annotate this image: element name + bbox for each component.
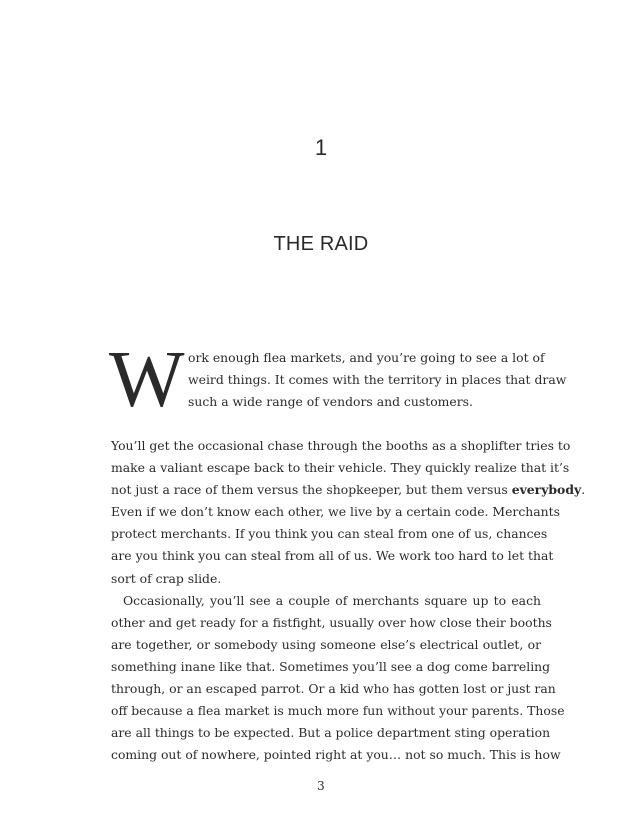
text-line: through, or an escaped parrot. Or a kid who has gotten lost or just ran [111,681,556,697]
text-line: Occasionally, you’ll see a couple of merchants square up to each [123,592,541,608]
text-line: You’ll get the occasional chase through the booths as a shoplifter tries to [111,438,571,453]
body-text [111,435,586,766]
text-line: Even if we don’t know each other, we live by a certain code. Merchants [111,504,560,520]
text-run: not just a race of them versus the shopkeeper, but them versus [111,482,512,498]
text-line: sort of crap slide. [111,570,222,586]
text-line: off because a flea market is much more fun without your parents. Those [111,703,565,719]
paragraph-2 [111,590,565,767]
page-number: 3 [317,779,325,793]
text-line: something inane like that. Sometimes you’ll see a dog come barreling [111,658,551,674]
text-line: are together, or somebody using someone else’s electrical outlet, or [111,636,541,652]
text-line: make a valiant escape back to their vehicle. They quickly realize that it’s [111,460,570,476]
chapter-number: 1 [314,135,328,160]
text-line: are all things to be expected. But a police department sting operation [111,725,551,741]
text-line: such a wide range of vendors and customers. [188,394,473,410]
text-line [111,479,586,501]
drop-cap: W [109,336,185,424]
text-line: protect merchants. If you think you can steal from one of us, chances [111,526,548,542]
emphasis-everybody: everybody [511,482,582,498]
text-line: other and get ready for a fistfight, usually over how close their booths [111,614,552,630]
text-line: weird things. It comes with the territory in places that draw [188,372,567,388]
text-line: are you think you can steal from all of us. We work too hard to let that [111,548,554,564]
paragraph-1 [111,435,586,590]
text-line: coming out of nowhere, pointed right at you… not so much. This is how [111,747,561,763]
text-line: ork enough flea markets, and you’re going to see a lot of [188,350,545,365]
lead-paragraph [188,347,567,413]
chapter-title: THE RAID [273,233,369,255]
text-run: . [581,482,586,498]
